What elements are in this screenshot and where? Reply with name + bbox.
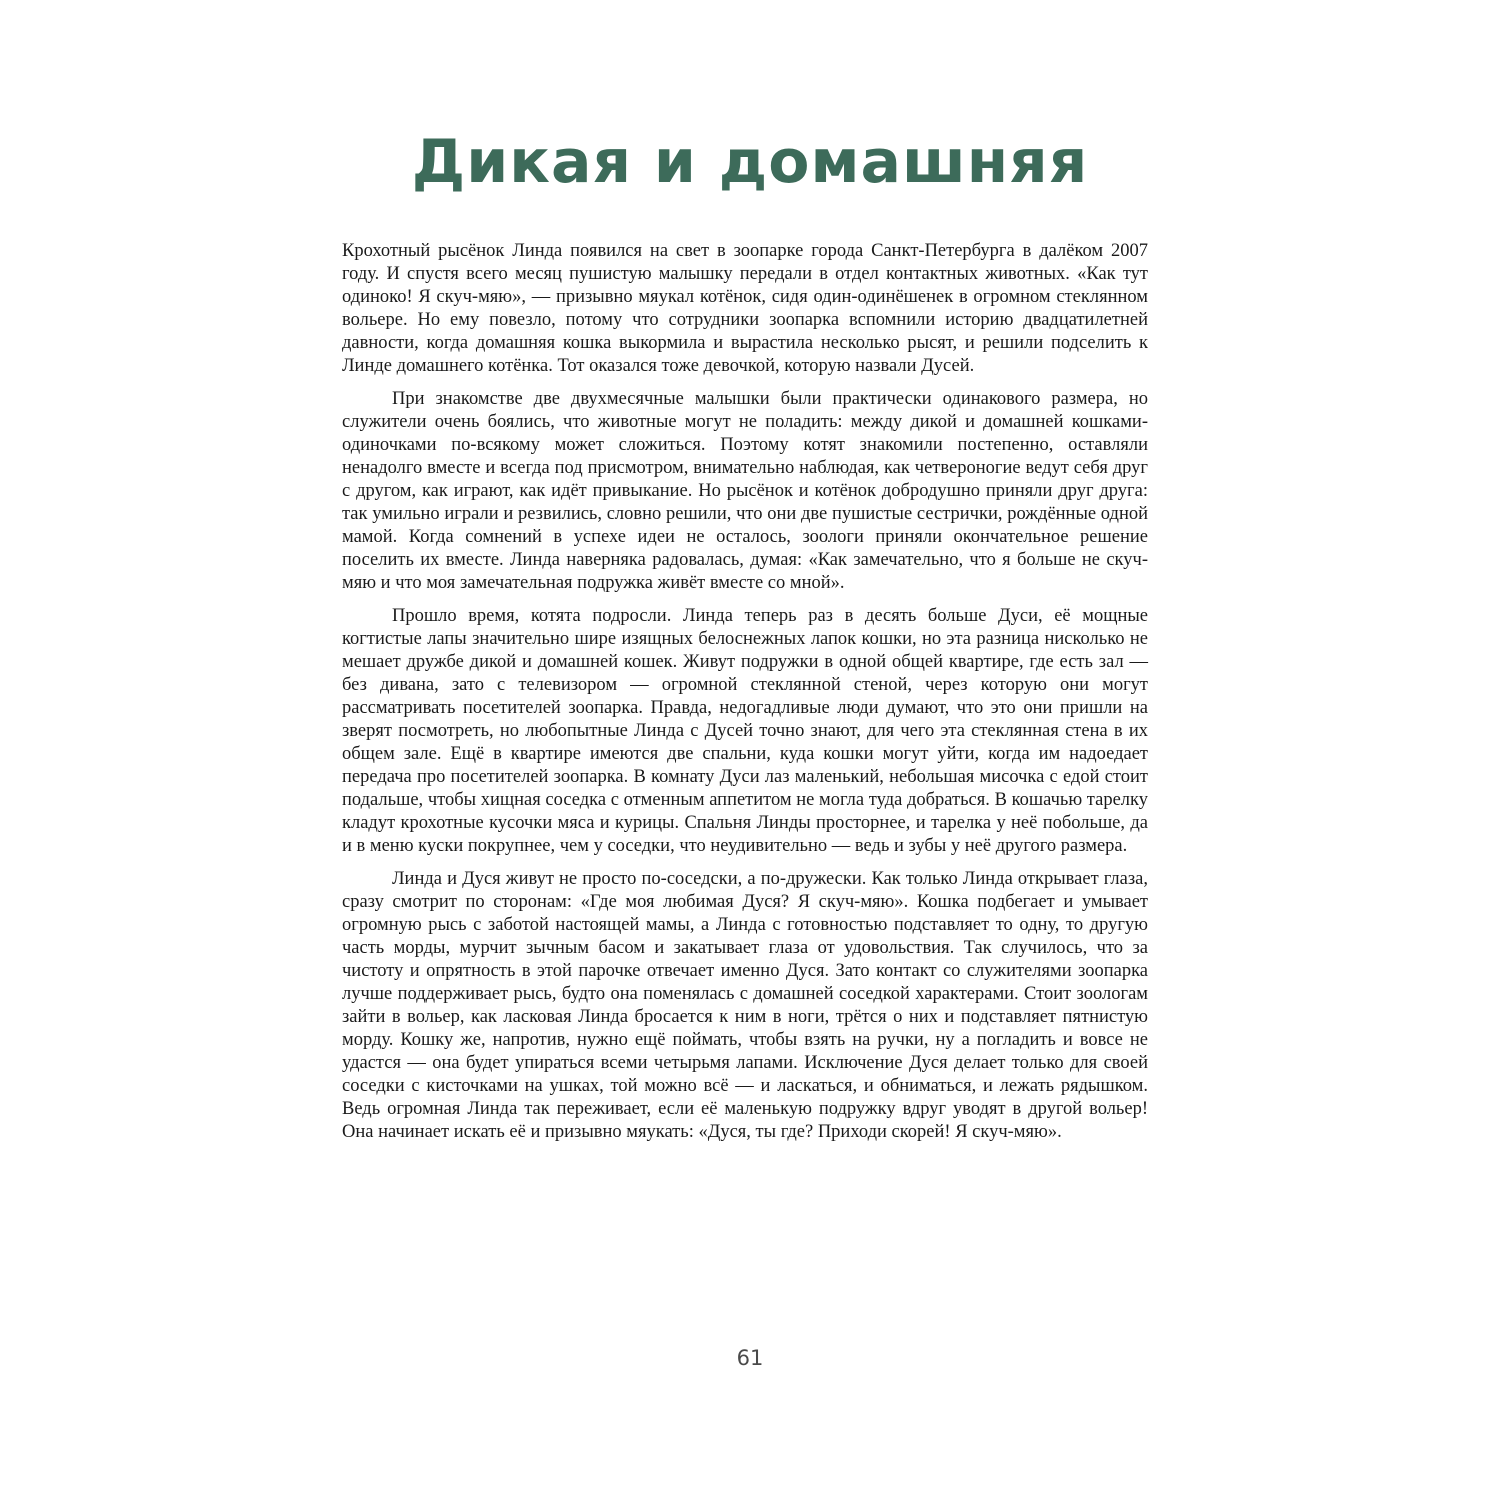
paragraph-3: Прошло время, котята подросли. Линда теперь раз в десять больше Дуси, её мощные когтистые лапы значительно шире изящных белоснежных лапок кошки, но эта разница нисколько не мешает дружбе дикой и домашней кошек. Живут подружки в одной общей квартире, где есть зал — без дивана, зато с телевизором — огромной стеклянной стеной, через которую они могут рассматривать посетителей зоопарка. Правда, недогадливые люди думают, что это они пришли на зверят посмотреть, но любопытные Линда с Дусей точно знают, для чего эта стеклянная стена в их общем зале. Ещё в квартире имеются две спальни, куда кошки могут уйти, когда им надоедает передача про посетителей зоопарка. В комнату Дуси лаз маленький, небольшая мисочка с едой стоит подальше, чтобы хищная соседка с отменным аппетитом не могла туда добраться. В кошачью тарелку кладут крохотные кусочки мяса и курицы. Спальня Линды просторнее, и тарелка у неё побольше, да и в меню куски покрупнее, чем у соседки, что неудивительно — ведь и зубы у неё другого размера. <box>342 606 1148 856</box>
page-number: 61 <box>736 1346 764 1370</box>
paragraph-1: Крохотный рысёнок Линда появился на свет в зоопарке города Санкт-Петербурга в далёком 2007 году. И спустя всего месяц пушистую малышку передали в отдел контактных животных. «Как тут одиноко! Я скуч-мяю», — призывно мяукал котёнок, сидя один-одинёшенек в огромном стеклянном вольере. Но ему повезло, потому что сотрудники зоопарка вспомнили историю двадцатилетней давности, когда домашняя кошка выкормила и вырастила несколько рысят, и решили подселить к Линде домашнего котёнка. Тот оказался тоже девочкой, которую назвали Дусей. <box>342 241 1148 376</box>
page-title: Дикая и домашняя <box>411 127 1089 197</box>
body-text <box>342 240 1148 1154</box>
paragraph-4: Линда и Дуся живут не просто по-соседски, а по-дружески. Как только Линда открывает глаза, сразу смотрит по сторонам: «Где моя любимая Дуся? Я скуч-мяю». Кошка подбегает и умывает огромную рысь с заботой настоящей мамы, а Линда с готовностью подставляет то одну, то другую часть морды, мурчит зычным басом и закатывает глаза от удовольствия. Так случилось, что за чистоту и опрятность в этой парочке отвечает именно Дуся. Зато контакт со служителями зоопарка лучше поддерживает рысь, будто она поменялась с домашней соседкой характерами. Стоит зоологам зайти в вольер, как ласковая Линда бросается к ним в ноги, трётся о них и подставляет пятнистую морду. Кошку же, напротив, нужно ещё поймать, чтобы взять на ручки, ну а погладить и вовсе не удастся — она будет упираться всеми четырьмя лапами. Исключение Дуся делает только для своей соседки с кисточками на ушках, той можно всё — и ласкаться, и обниматься, и лежать рядышком. Ведь огромная Линда так переживает, если её маленькую подружку вдруг уводят в другой вольер! Она начинает искать её и призывно мяукать: «Дуся, ты где? Приходи скорей! Я скуч-мяю». <box>342 869 1148 1142</box>
paragraph-2: При знакомстве две двухмесячные малышки были практически одинакового размера, но служители очень боялись, что животные могут не поладить: между дикой и домашней кошками-одиночками по-всякому может сложиться. Поэтому котят знакомили постепенно, оставляли ненадолго вместе и всегда под присмотром, внимательно наблюдая, как четвероногие ведут себя друг с другом, как играют, как идёт привыкание. Но рысёнок и котёнок добродушно приняли друг друга: так умильно играли и резвились, словно решили, что они две пушистые сестрички, рождённые одной мамой. Когда сомнений в успехе идеи не осталось, зоологи приняли окончательное решение поселить их вместе. Линда наверняка радовалась, думая: «Как замечательно, что я больше не скуч-мяю и что моя замечательная подружка живёт вместе со мной». <box>342 389 1148 593</box>
